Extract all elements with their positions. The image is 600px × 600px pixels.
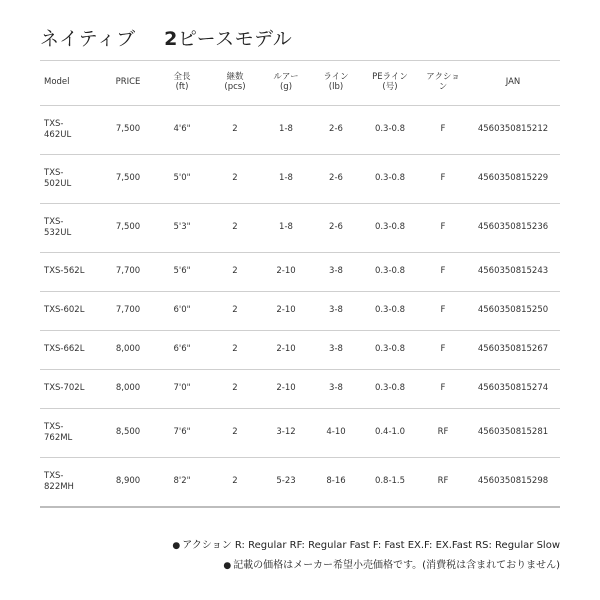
jan-cell: 4560350815281	[466, 409, 560, 458]
action-cell: RF	[420, 409, 466, 458]
pieces-cell: 2	[210, 409, 260, 458]
pieces-cell: 2	[210, 292, 260, 331]
jan-cell: 4560350815229	[466, 155, 560, 204]
notes	[172, 536, 560, 576]
pieces-cell: 2	[210, 370, 260, 409]
line-cell: 2-6	[312, 106, 360, 155]
model-type-text: ピースモデル	[177, 28, 293, 50]
price-cell: 7,700	[102, 253, 154, 292]
lure-weight-cell: 1-8	[260, 204, 312, 253]
line-cell: 2-6	[312, 204, 360, 253]
pieces-cell: 2	[210, 458, 260, 507]
model-cell: TXS- 762ML	[40, 409, 102, 458]
header-lure: ルアー (g)	[260, 61, 312, 106]
length-cell: 5'6"	[154, 253, 210, 292]
lure-weight-cell: 2-10	[260, 253, 312, 292]
pieces-cell: 2	[210, 204, 260, 253]
lure-weight-cell: 1-8	[260, 155, 312, 204]
table-body	[40, 106, 560, 507]
lure-weight-cell: 5-23	[260, 458, 312, 507]
line-cell: 3-8	[312, 370, 360, 409]
line-cell: 4-10	[312, 409, 360, 458]
action-cell: F	[420, 370, 466, 409]
header-line: ライン (lb)	[312, 61, 360, 106]
price-cell: 7,500	[102, 155, 154, 204]
length-cell: 7'6"	[154, 409, 210, 458]
lure-weight-cell: 2-10	[260, 370, 312, 409]
jan-cell: 4560350815212	[466, 106, 560, 155]
action-cell: F	[420, 204, 466, 253]
jan-cell: 4560350815236	[466, 204, 560, 253]
price-note: ● 記載の価格はメーカー希望小売価格です。(消費税は含まれておりません)	[223, 560, 560, 571]
pieces-cell: 2	[210, 331, 260, 370]
spec-table	[40, 60, 560, 508]
model-type	[164, 28, 292, 50]
length-cell: 7'0"	[154, 370, 210, 409]
jan-cell: 4560350815267	[466, 331, 560, 370]
lure-weight-cell: 1-8	[260, 106, 312, 155]
header-price: PRICE	[102, 61, 154, 106]
line-cell: 3-8	[312, 292, 360, 331]
pieces-cell: 2	[210, 106, 260, 155]
bullet-icon: ●	[172, 541, 181, 551]
header-jan: JAN	[466, 61, 560, 106]
pe-line-cell: 0.3-0.8	[360, 204, 420, 253]
table-row	[40, 409, 560, 458]
jan-cell: 4560350815298	[466, 458, 560, 507]
action-cell: F	[420, 292, 466, 331]
action-cell: F	[420, 331, 466, 370]
header-model: Model	[40, 61, 102, 106]
page-title	[40, 24, 292, 51]
price-cell: 8,500	[102, 409, 154, 458]
model-cell: TXS- 502UL	[40, 155, 102, 204]
jan-cell: 4560350815250	[466, 292, 560, 331]
price-cell: 7,500	[102, 106, 154, 155]
bullet-icon: ●	[223, 561, 232, 571]
action-cell: F	[420, 155, 466, 204]
table-row	[40, 458, 560, 507]
price-cell: 8,000	[102, 370, 154, 409]
model-cell: TXS- 822MH	[40, 458, 102, 507]
model-cell: TXS- 462UL	[40, 106, 102, 155]
header-action: アクショ ン	[420, 61, 466, 106]
action-cell: RF	[420, 458, 466, 507]
lure-weight-cell: 2-10	[260, 331, 312, 370]
action-cell: F	[420, 253, 466, 292]
model-cell: TXS-662L	[40, 331, 102, 370]
length-cell: 4'6"	[154, 106, 210, 155]
length-cell: 6'0"	[154, 292, 210, 331]
header-length: 全長 (ft)	[154, 61, 210, 106]
price-cell: 8,900	[102, 458, 154, 507]
header-pe-line: PEライン (号)	[360, 61, 420, 106]
series-name: ネイティブ	[40, 28, 136, 50]
price-cell: 8,000	[102, 331, 154, 370]
model-cell: TXS-562L	[40, 253, 102, 292]
model-type-number: 2	[164, 28, 178, 50]
pe-line-cell: 0.4-1.0	[360, 409, 420, 458]
model-cell: TXS-602L	[40, 292, 102, 331]
pieces-cell: 2	[210, 253, 260, 292]
table-row	[40, 370, 560, 409]
price-cell: 7,500	[102, 204, 154, 253]
pe-line-cell: 0.3-0.8	[360, 155, 420, 204]
table-row	[40, 331, 560, 370]
price-cell: 7,700	[102, 292, 154, 331]
length-cell: 5'3"	[154, 204, 210, 253]
length-cell: 5'0"	[154, 155, 210, 204]
length-cell: 6'6"	[154, 331, 210, 370]
line-cell: 8-16	[312, 458, 360, 507]
action-legend: ● アクション R: Regular RF: Regular Fast F: Fast EX.F: EX.Fast RS: Regular Slow	[172, 540, 560, 551]
pe-line-cell: 0.3-0.8	[360, 253, 420, 292]
pe-line-cell: 0.3-0.8	[360, 331, 420, 370]
line-cell: 3-8	[312, 253, 360, 292]
table-row	[40, 253, 560, 292]
action-cell: F	[420, 106, 466, 155]
pe-line-cell: 0.3-0.8	[360, 106, 420, 155]
lure-weight-cell: 2-10	[260, 292, 312, 331]
model-cell: TXS-702L	[40, 370, 102, 409]
pieces-cell: 2	[210, 155, 260, 204]
model-cell: TXS- 532UL	[40, 204, 102, 253]
table-row	[40, 292, 560, 331]
line-cell: 2-6	[312, 155, 360, 204]
lure-weight-cell: 3-12	[260, 409, 312, 458]
table-row	[40, 204, 560, 253]
jan-cell: 4560350815274	[466, 370, 560, 409]
table-row	[40, 155, 560, 204]
header-pieces: 継数 (pcs)	[210, 61, 260, 106]
table-header-row	[40, 61, 560, 106]
jan-cell: 4560350815243	[466, 253, 560, 292]
pe-line-cell: 0.3-0.8	[360, 292, 420, 331]
pe-line-cell: 0.3-0.8	[360, 370, 420, 409]
table-row	[40, 106, 560, 155]
pe-line-cell: 0.8-1.5	[360, 458, 420, 507]
line-cell: 3-8	[312, 331, 360, 370]
length-cell: 8'2"	[154, 458, 210, 507]
